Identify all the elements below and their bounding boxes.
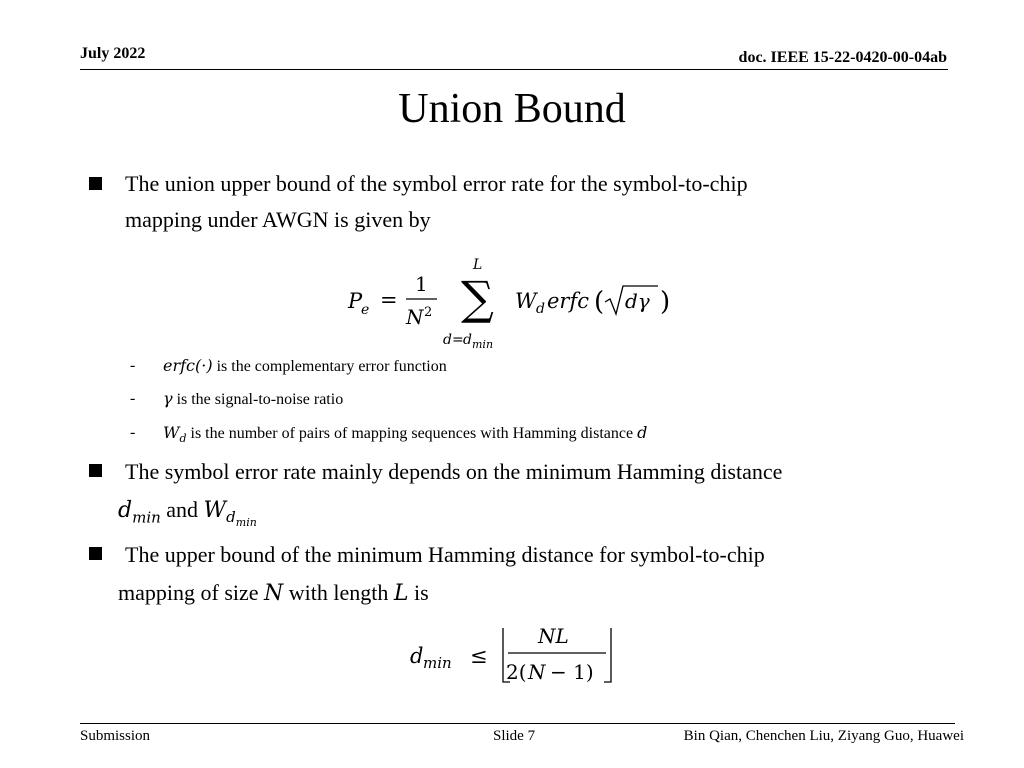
union-bound-formula <box>340 252 690 352</box>
bullet-marker <box>89 464 102 477</box>
svg-text:=: = <box>452 332 464 348</box>
sub-item-3-symbol: W <box>163 423 180 442</box>
bullet-3-part-c: is <box>414 580 429 605</box>
header-doc-id: doc. IEEE 15-22-0420-00-04ab <box>738 49 947 66</box>
header-divider <box>80 69 948 70</box>
bullet-marker <box>89 547 102 560</box>
hamming-bound-formula <box>400 618 630 692</box>
bullet-1-line-1: The union upper bound of the symbol error rate for the symbol-to-chip <box>125 171 748 196</box>
sub-item-3 <box>163 423 647 445</box>
footer-slide-number: Slide 7 <box>493 728 536 744</box>
footer-authors: Bin Qian, Chenchen Liu, Ziyang Guo, Huawei <box>683 728 964 744</box>
svg-text:NL: NL <box>538 624 569 648</box>
bullet-3-part-a: mapping of size <box>118 580 259 605</box>
header-date: July 2022 <box>80 45 146 62</box>
sub-item-2-symbol: γ <box>163 389 173 408</box>
sub-item-3-text: is the number of pairs of mapping sequences with Hamming distance <box>190 425 634 442</box>
svg-text:≤: ≤ <box>470 644 488 668</box>
sub-item-dash: - <box>130 390 136 407</box>
svg-text:d: d <box>410 644 424 668</box>
bullet-1-text <box>125 166 748 238</box>
svg-text:− 1): − 1) <box>550 660 594 684</box>
sub-item-2 <box>163 389 343 409</box>
svg-text:d: d <box>536 301 545 317</box>
svg-text:=: = <box>380 288 398 312</box>
svg-text:N: N <box>528 660 546 684</box>
sub-item-3-subscript: d <box>179 432 187 446</box>
bullet-2-line-2: $d_{min}$ and $W_{d_{min}}$ <box>118 497 257 530</box>
footer-submission: Submission <box>80 728 151 744</box>
svg-text:(: ( <box>594 287 605 317</box>
svg-text:N: N <box>406 305 424 329</box>
sub-item-dash: - <box>130 424 136 441</box>
svg-text:1: 1 <box>415 272 428 296</box>
bullet-marker <box>89 177 102 190</box>
sub-item-1 <box>163 356 447 376</box>
bullet-2-and: and <box>166 497 199 522</box>
svg-text:e: e <box>361 302 370 318</box>
svg-text:d: d <box>443 332 452 348</box>
sub-item-2-text: is the signal-to-noise ratio <box>176 391 344 408</box>
bullet-3-line-1: The upper bound of the minimum Hamming distance for symbol-to-chip <box>125 542 765 567</box>
bullet-2-line-1: The symbol error rate mainly depends on the minimum Hamming distance <box>125 459 783 484</box>
svg-text:L: L <box>473 257 483 273</box>
svg-text:P: P <box>348 289 363 313</box>
svg-text:erfc: erfc <box>547 289 589 313</box>
sub-item-dash: - <box>130 357 136 374</box>
svg-text:2(: 2( <box>506 660 527 684</box>
bullet-1-line-2: mapping under AWGN is given by <box>125 207 431 232</box>
svg-text:): ) <box>660 287 671 317</box>
slide-title: Union Bound <box>398 86 626 132</box>
svg-text:d: d <box>463 332 472 348</box>
footer-divider <box>80 723 955 724</box>
sub-item-1-symbol: erfc(·) <box>163 356 213 375</box>
bullet-3-part-b: with length <box>288 580 389 605</box>
sub-item-1-text: is the complementary error function <box>216 358 447 375</box>
sub-item-3-tail: d <box>637 423 648 442</box>
bullet-3-line-2: mapping of size N with length L is <box>118 580 429 606</box>
svg-text:∑: ∑ <box>461 271 494 325</box>
svg-text:2: 2 <box>424 305 433 320</box>
svg-text:dγ: dγ <box>625 289 650 313</box>
svg-text:min: min <box>472 338 494 351</box>
svg-text:min: min <box>423 654 452 672</box>
svg-text:W: W <box>515 289 537 313</box>
